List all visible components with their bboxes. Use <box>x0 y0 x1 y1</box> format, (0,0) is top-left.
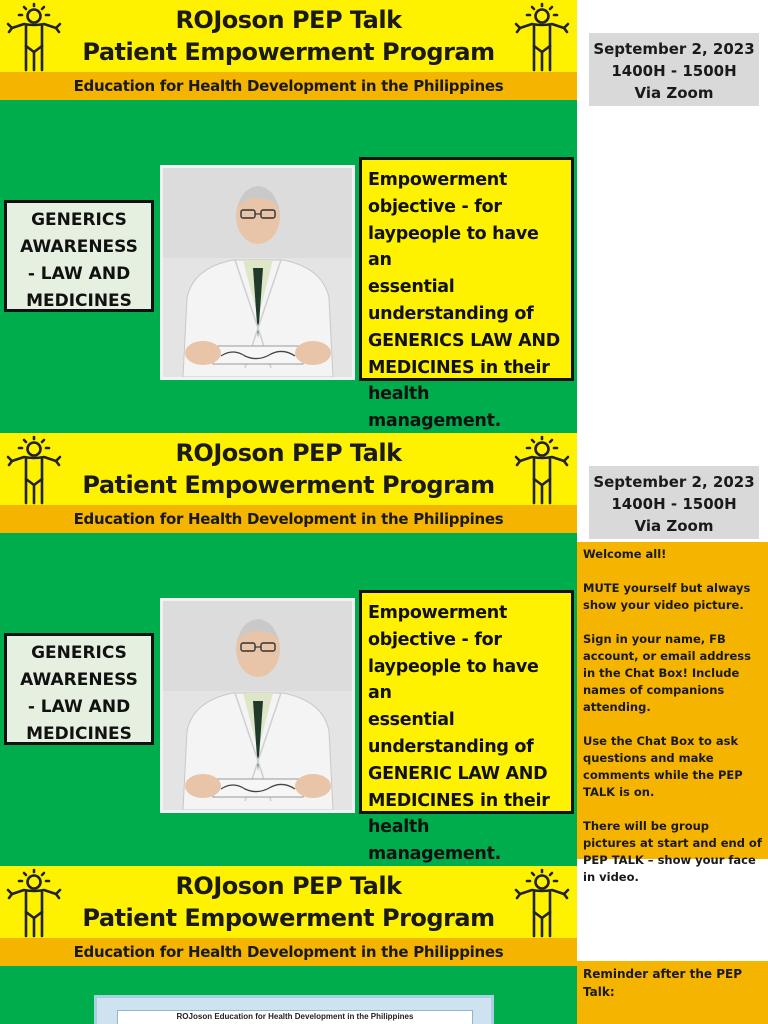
slide-1 <box>0 0 577 433</box>
event-schedule-box <box>589 33 759 106</box>
instruction-paragraph: There will be group pictures at start and end of PEP TALK – show your face in video. <box>583 819 762 884</box>
objective-box <box>359 590 574 865</box>
topic-line: - LAW AND <box>27 697 131 717</box>
instruction-paragraph: Use the Chat Box to ask questions and make comments while the PEP TALK is on. <box>583 734 743 799</box>
objective-line: Empowerment <box>368 170 508 190</box>
topic-line: AWARENESS <box>20 670 138 690</box>
topic-line: AWARENESS <box>20 237 138 257</box>
event-date: September 2, 2023 <box>593 473 755 491</box>
topic-box <box>4 200 154 312</box>
slide-title: ROJoson PEP Talk <box>175 872 402 900</box>
doctor-photo-image <box>163 168 352 377</box>
event-date: September 2, 2023 <box>593 40 755 58</box>
objective-line: health management. <box>368 384 501 432</box>
topic-box <box>4 633 154 745</box>
topic-line: MEDICINES <box>26 291 132 311</box>
slide-title-sub: Patient Empowerment Program <box>82 471 495 499</box>
slide-title: ROJoson PEP Talk <box>175 439 402 467</box>
certificate-image <box>94 995 494 1024</box>
event-venue: Via Zoom <box>634 517 714 535</box>
topic-line: GENERICS <box>31 210 127 230</box>
objective-line: understanding of <box>368 736 534 757</box>
topic-line: - LAW AND <box>27 264 131 284</box>
objective-box <box>359 157 574 432</box>
slide-subtitle: Education for Health Development in the Philippines <box>0 938 577 966</box>
slide-header <box>0 866 577 938</box>
certificate-heading: ROJoson Education for Health Development in the Philippines <box>117 1010 473 1024</box>
objective-line: GENERIC LAW AND <box>368 763 548 784</box>
slide-title: ROJoson PEP Talk <box>175 6 402 34</box>
objective-line: laypeople to have an <box>368 223 539 271</box>
doctor-portrait <box>160 598 355 813</box>
event-time: 1400H - 1500H <box>611 495 737 513</box>
slide-title-sub: Patient Empowerment Program <box>82 38 495 66</box>
objective-line: objective - for <box>368 629 502 650</box>
objective-line: objective - for <box>368 196 502 217</box>
objective-line: laypeople to have an <box>368 656 539 704</box>
doctor-portrait <box>160 165 355 380</box>
instruction-paragraph: Welcome all! <box>583 547 667 561</box>
zoom-instructions-box <box>577 542 768 884</box>
event-time: 1400H - 1500H <box>611 62 737 80</box>
reminder-text: Reminder after the PEP Talk: <box>583 967 743 999</box>
objective-line: Empowerment <box>368 603 508 623</box>
instruction-paragraph: MUTE yourself but always show your video picture. <box>583 581 751 612</box>
slide-subtitle: Education for Health Development in the Philippines <box>0 72 577 100</box>
topic-line: MEDICINES <box>26 724 132 744</box>
slide-3 <box>0 866 577 1024</box>
objective-line: essential <box>368 277 455 298</box>
objective-line: MEDICINES in their <box>368 357 550 378</box>
slide-header <box>0 433 577 505</box>
slide-title-sub: Patient Empowerment Program <box>82 904 495 932</box>
objective-line: essential <box>368 710 455 731</box>
slide-subtitle: Education for Health Development in the Philippines <box>0 505 577 533</box>
doctor-photo-image <box>163 601 352 810</box>
topic-line: GENERICS <box>31 643 127 663</box>
objective-line: MEDICINES in their <box>368 790 550 811</box>
objective-line: health management. <box>368 817 501 865</box>
event-schedule-box <box>589 466 759 539</box>
objective-line: understanding of <box>368 303 534 324</box>
slide-header <box>0 0 577 72</box>
reminder-box <box>577 961 768 1024</box>
slide-2 <box>0 433 577 866</box>
instruction-paragraph: Sign in your name, FB account, or email address in the Chat Box! Include names of companions attending. <box>583 632 751 714</box>
objective-line: GENERICS LAW AND <box>368 330 560 351</box>
event-venue: Via Zoom <box>634 84 714 102</box>
